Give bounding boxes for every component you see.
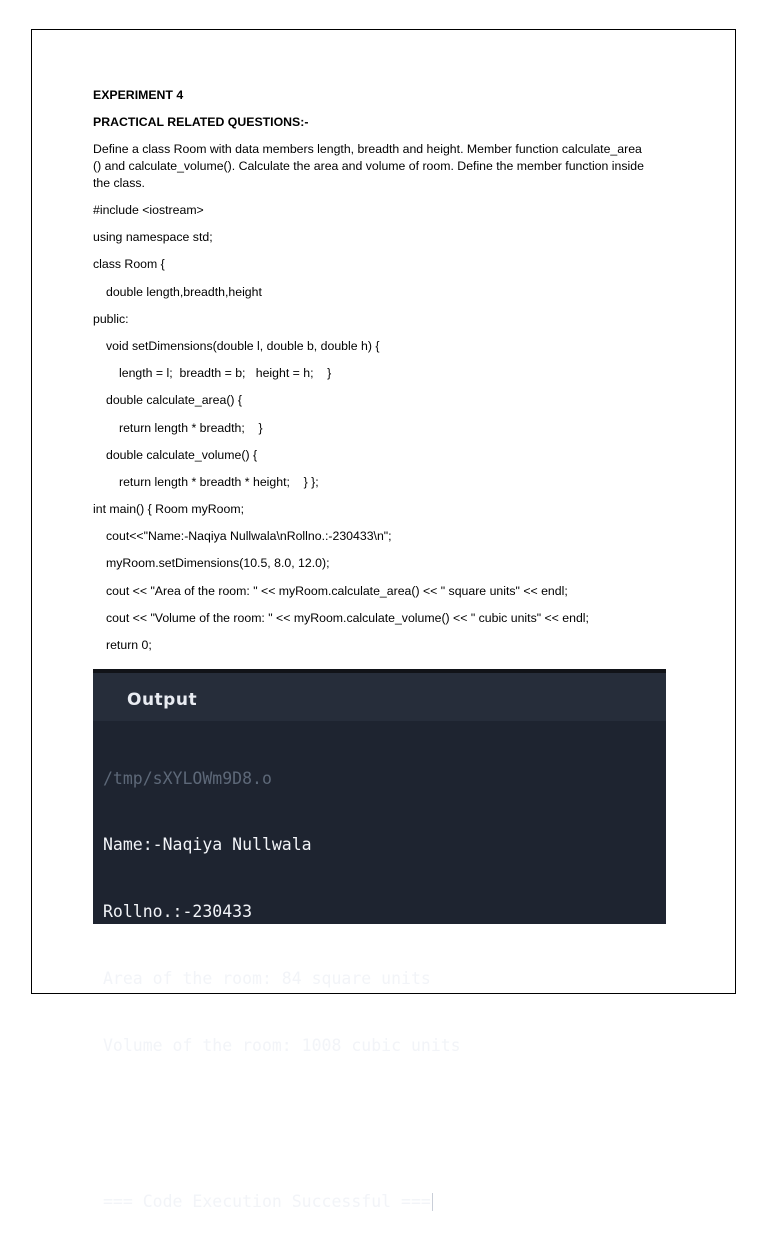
document-body xyxy=(93,87,653,664)
code-line: double length,breadth,height xyxy=(106,284,262,299)
output-path-line: /tmp/sXYLOWm9D8.o xyxy=(103,768,272,788)
output-line: Volume of the room: 1008 cubic units xyxy=(103,1036,461,1056)
output-status-line: === Code Execution Successful === xyxy=(103,1191,431,1211)
code-line: using namespace std; xyxy=(93,230,213,245)
code-line: return length * breadth; } xyxy=(119,420,263,435)
console-output xyxy=(103,723,461,1258)
code-line: return 0; xyxy=(106,638,152,652)
output-screenshot xyxy=(93,669,666,1211)
code-line: class Room { xyxy=(93,257,165,272)
code-line: int main() { Room myRoom; xyxy=(93,502,245,517)
output-line: Area of the room: 84 square units xyxy=(103,969,431,989)
code-line: return length * breadth * height; } }; xyxy=(119,474,319,489)
output-status-row xyxy=(103,1191,461,1213)
output-spacer xyxy=(103,1102,461,1146)
code-listing xyxy=(93,202,653,664)
question-text: Define a class Room with data members length, breadth and height. Member function calculate_area () and calculate_volume(). Calculate the area and volume of room. Define the member function inside the class. xyxy=(93,142,644,190)
code-line: length = l; breadth = b; height = h; } xyxy=(119,366,332,381)
output-header xyxy=(93,669,666,721)
code-line: #include <iostream> xyxy=(93,203,204,217)
code-line: double calculate_area() { xyxy=(106,393,243,408)
code-line: cout << "Area of the room: " << myRoom.calculate_area() << " square units" << endl; xyxy=(106,583,568,598)
code-line: myRoom.setDimensions(10.5, 8.0, 12.0); xyxy=(106,556,330,571)
experiment-title: EXPERIMENT 4 xyxy=(93,88,184,102)
output-title: Output xyxy=(127,690,198,710)
code-line: cout << "Volume of the room: " << myRoom.calculate_volume() << " cubic units" << endl; xyxy=(106,610,589,625)
output-line: Name:-Naqiya Nullwala xyxy=(103,835,312,855)
code-line: cout<<"Name:-Naqiya Nullwala\nRollno.:-230433\n"; xyxy=(106,529,392,544)
text-cursor xyxy=(432,1193,433,1211)
output-line: Rollno.:-230433 xyxy=(103,902,253,922)
section-heading: PRACTICAL RELATED QUESTIONS:- xyxy=(93,115,309,129)
code-line: void setDimensions(double l, double b, double h) { xyxy=(106,338,380,353)
code-line: public: xyxy=(93,311,129,326)
code-line: double calculate_volume() { xyxy=(106,447,258,462)
